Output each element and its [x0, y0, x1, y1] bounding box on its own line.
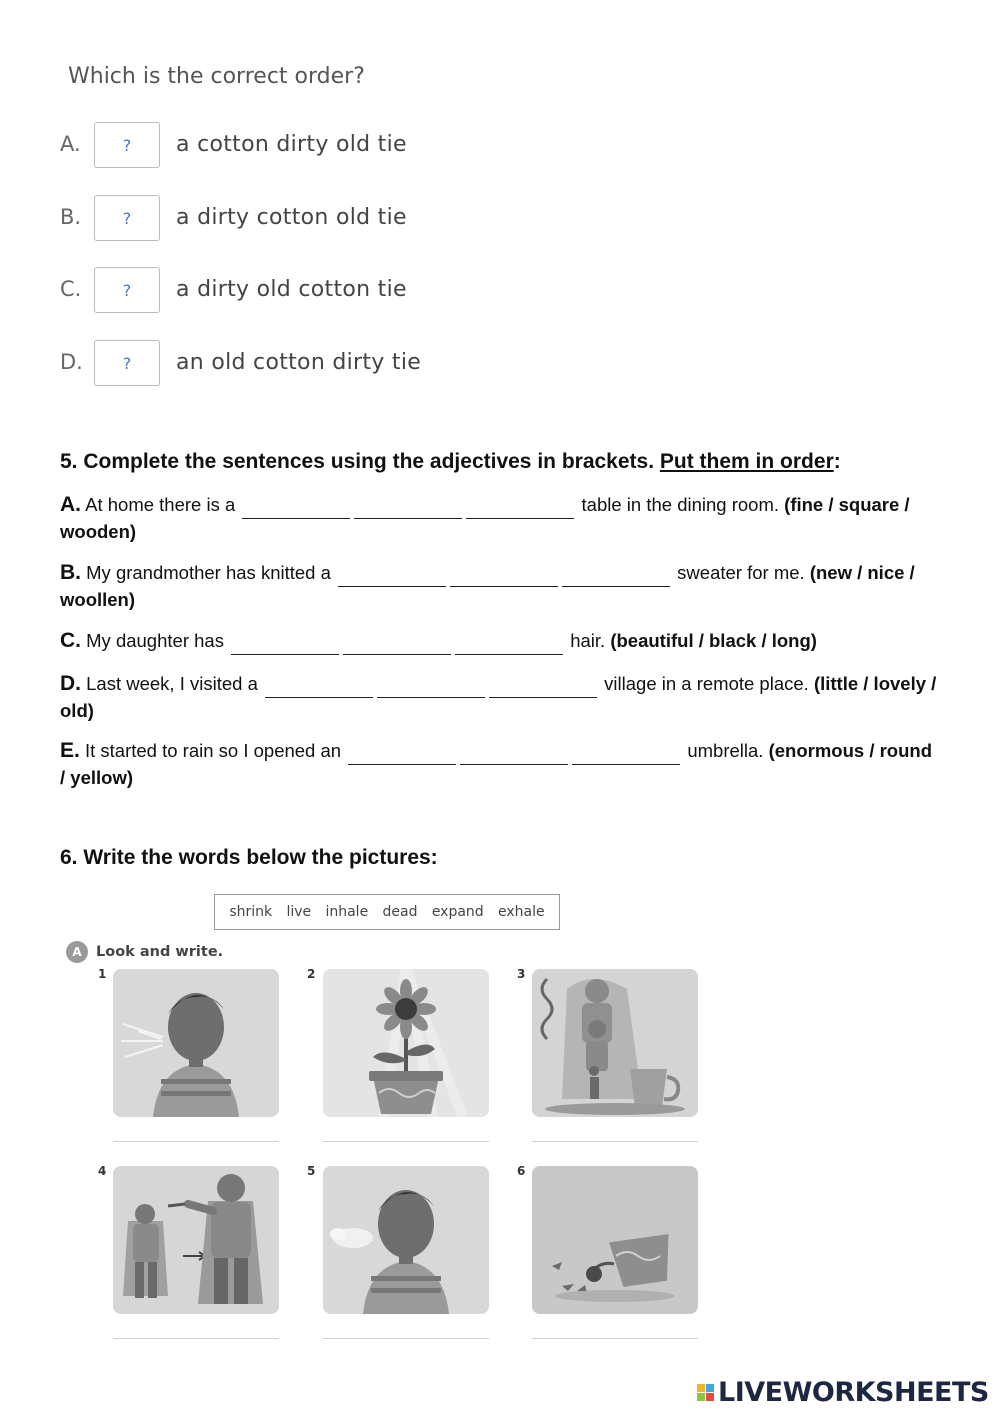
picture-3-answer[interactable]	[532, 1119, 698, 1142]
adjective-hint: (fine / square / wooden)	[60, 494, 910, 542]
option-c-answer-box[interactable]: ?	[94, 267, 160, 313]
look-and-write-heading	[66, 941, 223, 963]
blank-input[interactable]	[231, 634, 339, 655]
adjective-hint: (little / lovely / old)	[60, 673, 937, 721]
word-bank-item: exhale	[498, 904, 545, 920]
picture-number: 1	[98, 967, 107, 981]
picture-6-answer[interactable]	[532, 1316, 698, 1339]
blank-input[interactable]	[460, 744, 568, 765]
blank-input[interactable]	[466, 498, 574, 519]
live-sunflower-icon	[323, 969, 489, 1117]
picture-number: 5	[307, 1164, 316, 1178]
blank-input[interactable]	[343, 634, 451, 655]
sentence-after: village in a remote place.	[604, 673, 809, 694]
picture-number: 4	[98, 1164, 107, 1178]
question-title: Which is the correct order?	[68, 64, 365, 89]
picture-number: 3	[517, 967, 526, 981]
logo-mark-icon	[697, 1384, 714, 1401]
option-b	[60, 195, 430, 245]
blank-input[interactable]	[377, 677, 485, 698]
sentence-before: Last week, I visited a	[86, 673, 258, 694]
adjective-hint: (new / nice / woollen)	[60, 562, 915, 610]
option-text: a dirty old cotton tie	[176, 277, 407, 302]
picture-1-answer[interactable]	[113, 1119, 279, 1142]
blank-input[interactable]	[242, 498, 350, 519]
exercise-5-title-main: 5. Complete the sentences using the adjectives in brackets.	[60, 450, 655, 473]
blank-input[interactable]	[338, 566, 446, 587]
blank-input[interactable]	[265, 677, 373, 698]
option-a-answer-box[interactable]: ?	[94, 122, 160, 168]
blank-input[interactable]	[562, 566, 670, 587]
sentence-letter: A.	[60, 493, 81, 516]
sentence-c	[60, 628, 940, 655]
word-bank-item: shrink	[229, 904, 273, 920]
exercise-6-title: 6. Write the words below the pictures:	[60, 846, 438, 869]
sentence-e	[60, 738, 940, 791]
look-and-write-label: Look and write.	[96, 944, 224, 960]
option-letter: C.	[60, 277, 82, 301]
option-d	[60, 340, 430, 390]
sentence-before: My daughter has	[86, 630, 224, 651]
option-b-answer-box[interactable]: ?	[94, 195, 160, 241]
option-text: a cotton dirty old tie	[176, 132, 407, 157]
option-text: a dirty cotton old tie	[176, 205, 407, 230]
blank-input[interactable]	[348, 744, 456, 765]
brand-name: LIVEWORKSHEETS	[718, 1377, 989, 1408]
sentence-letter: D.	[60, 672, 81, 695]
boy-exhaling-icon	[113, 969, 279, 1117]
adjective-hint: (enormous / round / yellow)	[60, 740, 933, 788]
sentence-b	[60, 560, 940, 613]
blank-input[interactable]	[354, 498, 462, 519]
superhero-expanding-icon	[113, 1166, 279, 1314]
exercise-5-title-colon: :	[833, 450, 841, 473]
blank-input[interactable]	[572, 744, 680, 765]
word-bank-item: dead	[382, 904, 418, 920]
option-letter: D.	[60, 350, 83, 374]
option-letter: A.	[60, 132, 81, 156]
blank-input[interactable]	[450, 566, 558, 587]
sentence-after: table in the dining room.	[581, 494, 780, 515]
sentence-after: hair.	[570, 630, 606, 651]
option-letter: B.	[60, 205, 82, 229]
sentence-letter: B.	[60, 561, 81, 584]
blank-input[interactable]	[455, 634, 563, 655]
picture-number: 2	[307, 967, 316, 981]
exercise-5-title	[60, 450, 841, 474]
picture-4-answer[interactable]	[113, 1316, 279, 1339]
boy-inhaling-icon	[323, 1166, 489, 1314]
option-c	[60, 267, 430, 317]
sentence-before: My grandmother has knitted a	[86, 562, 331, 583]
sentence-a	[60, 492, 940, 545]
sentence-before: It started to rain so I opened an	[84, 740, 342, 761]
sentence-d	[60, 671, 940, 724]
word-bank	[214, 894, 560, 930]
sentence-letter: E.	[60, 739, 80, 762]
section-badge: A	[66, 941, 88, 963]
picture-5-answer[interactable]	[323, 1316, 489, 1339]
word-bank-item: live	[286, 904, 312, 920]
sentence-before: At home there is a	[85, 494, 236, 515]
picture-number: 6	[517, 1164, 526, 1178]
word-bank-item: inhale	[325, 904, 369, 920]
exercise-5-title-underlined: Put them in order	[659, 450, 834, 473]
dead-flower-icon	[532, 1166, 698, 1314]
option-a	[60, 122, 430, 172]
sentence-after: sweater for me.	[677, 562, 805, 583]
liveworksheets-logo	[697, 1377, 989, 1408]
superhero-shrinking-icon	[532, 969, 698, 1117]
sentence-after: umbrella.	[687, 740, 764, 761]
sentence-letter: C.	[60, 629, 81, 652]
option-d-answer-box[interactable]: ?	[94, 340, 160, 386]
blank-input[interactable]	[489, 677, 597, 698]
option-text: an old cotton dirty tie	[176, 350, 422, 375]
adjective-hint: (beautiful / black / long)	[610, 630, 817, 651]
word-bank-item: expand	[431, 904, 484, 920]
picture-2-answer[interactable]	[323, 1119, 489, 1142]
